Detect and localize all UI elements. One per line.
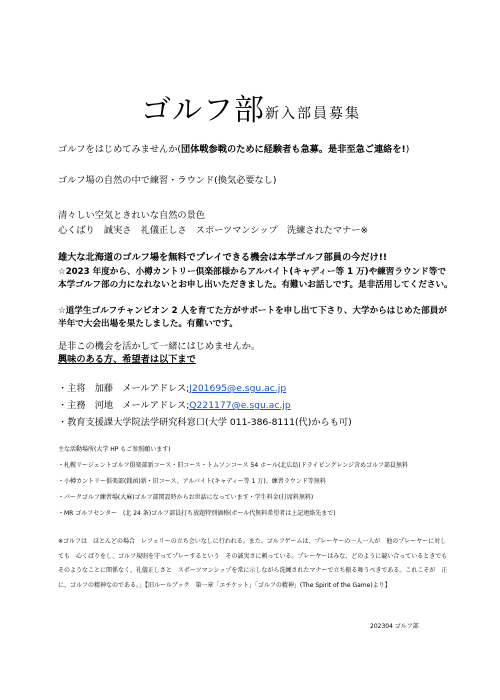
intro-line-3: 清々しい空気ときれいな自然の景色 bbox=[58, 210, 205, 221]
document-code: 202304 ゴルフ部 bbox=[370, 623, 419, 630]
intro-line-2: ゴルフ場の自然の中で練習・ラウンド(換気必要なし) bbox=[58, 175, 277, 186]
contact-manager-email-link[interactable]: Q221177@e.sgu.ac.jp bbox=[189, 400, 291, 411]
intro-line-1 bbox=[58, 144, 409, 156]
highlight-item-2: ☆道学生ゴルフチャンピオン 2 人を育てた方がサポートを申し出て下さり、大学からはじめた部員が半年で大会出場を果たしました。有難いです。 bbox=[58, 306, 447, 329]
spirit-of-golf-note: ※ゴルフは ほとんどの場合 レフェリーの立ち会いなしに行われる。また、ゴルフゲームは、プレーヤーの一人一人が 他のプレーヤーに対しても 心くばりをし、ゴルフ規則を守ってプレーするという その誠実さに頼っている。プレーヤーはみな、どのように競い合っているときでも そのようなことに関係なく、礼儀正しさと スポーツマンシップを常に示しながら洗練されたマナーで立ち振る舞うべきである。これこそが 正に、ゴルフの精神なのである。」【旧ルールブック 第一章「エチケット」「ゴルフの精神」(The Spirit of the Game)より】 bbox=[58, 538, 454, 589]
contact-manager-label: ・主務 河地 メールアドレス; bbox=[58, 400, 190, 411]
highlight-item-1: ☆2023 年度から、小樽カントリー倶楽部様からアルバイト(キャディー等 1 万)や練習ラウンド等で本学ゴルフ部の力になれないとお申し出いただきました。有難いお話しです。是非活用してください。 bbox=[58, 267, 453, 290]
activity-item: ・札幌リージェントゴルフ倶楽部新コース・旧コース・トムソンコース 54 ホール(北広島)ドライビングレンジ含めゴルフ部員無料 bbox=[58, 462, 409, 469]
intro-line-4: 心くばり 誠実さ 礼儀正しさ スポーツマンシップ 洗練されたマナー※ bbox=[58, 225, 369, 236]
highlight-headline: 雄大な北海道のゴルフ場を無料でプレイできる機会は本学ゴルフ部員の今だけ!! bbox=[58, 252, 388, 263]
activity-item: ・MR ゴルフセンター (北 24 条)ゴルフ部員打ち放題特別価格(ボール代無料希望者は上記連絡先まで) bbox=[58, 510, 336, 517]
intro-line-1-emphasis: 団体戦参戦のために経験者も急募。是非至急ご連絡を! bbox=[181, 144, 406, 155]
contact-captain-label: ・主将 加藤 メールアドレス; bbox=[58, 383, 190, 394]
title-row bbox=[0, 94, 500, 134]
contact-office: ・教育支援課大学院法学研究科窓口(大学 011-386-8111(代)からも可) bbox=[58, 417, 352, 428]
page-title: ゴルフ部 bbox=[141, 93, 265, 128]
intro-line-1-suffix: ) bbox=[405, 144, 410, 155]
activity-item: ・小樽カントリー倶楽部(銭函)新・旧コース、アルバイト(キャディー等 1 万)、練習ラウンド等無料 bbox=[58, 478, 326, 485]
invite-line-2: 興味のある方、希望者は以下まで bbox=[58, 354, 196, 365]
contact-captain bbox=[58, 383, 286, 395]
contact-manager bbox=[58, 400, 291, 412]
contact-captain-email-link[interactable]: J201695@e.sgu.ac.jp bbox=[189, 383, 287, 394]
activity-heading: 主な活動場所(大学 HP もご参照願います) bbox=[58, 446, 171, 453]
intro-line-1-prefix: ゴルフをはじめてみませんか( bbox=[58, 144, 182, 155]
invite-line-1: 是非この機会を活かして一緒にはじめませんか。 bbox=[58, 341, 261, 352]
activity-item: ・パークゴルフ練習場(大麻)ゴルフ部関設時からお世話になっています・学生料金(打席料無料) bbox=[58, 494, 314, 501]
page-subtitle: 新入部員募集 bbox=[265, 106, 361, 122]
